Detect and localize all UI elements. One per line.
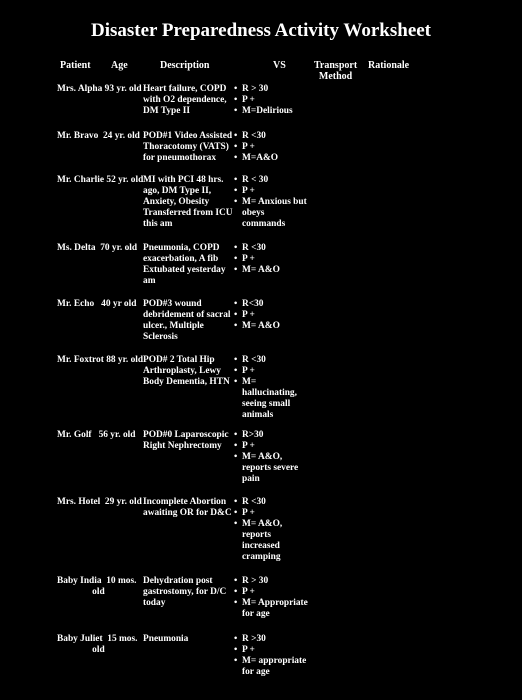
vitals-line: R > 30 (242, 576, 269, 586)
vitals-item (234, 634, 324, 645)
description-cell (143, 355, 243, 388)
patient-cell (57, 355, 147, 366)
vitals-item (234, 587, 324, 598)
header-patient: Patient (60, 60, 91, 71)
description-line: POD# 2 Total Hip (143, 355, 215, 365)
patient-line: Baby India 10 mos. (57, 576, 137, 586)
description-line: DM Type II (143, 106, 191, 116)
description-cell (143, 243, 243, 287)
bullet-icon: • (234, 576, 238, 586)
description-line: ulcer., Multiple (143, 321, 204, 331)
header-transport-line1: Transport (314, 60, 358, 71)
vitals-line: cramping (242, 552, 281, 562)
description-line: MI with PCI 48 hrs. (143, 175, 224, 185)
patient-cell (57, 497, 147, 508)
vitals-item (234, 452, 324, 485)
bullet-icon: • (234, 645, 238, 655)
bullet-icon: • (234, 508, 238, 518)
vitals-line: commands (242, 219, 286, 229)
vitals-item (234, 430, 324, 441)
description-line: Arthroplasty, Lewy (143, 366, 221, 376)
bullet-icon: • (234, 84, 238, 94)
vitals-line: M=A&O (242, 153, 279, 163)
description-line: debridement of sacral (143, 310, 231, 320)
vitals-line: P + (242, 254, 255, 264)
description-line: Incomplete Abortion (143, 497, 227, 507)
vitals-line: obeys (242, 208, 265, 218)
vitals-line: for age (242, 667, 270, 677)
header-vs: VS (273, 60, 286, 71)
vitals-item (234, 519, 324, 563)
patient-line: Mr. Foxtrot 88 yr. old (57, 355, 144, 365)
vitals-item (234, 366, 324, 377)
bullet-icon: • (234, 175, 238, 185)
patient-cell (57, 131, 147, 142)
vitals-line: R<30 (242, 299, 264, 309)
description-cell (143, 497, 243, 519)
vitals-line: R >30 (242, 634, 266, 644)
description-line: Extubated yesterday (143, 265, 226, 275)
patient-line: Baby Juliet 15 mos. (57, 634, 138, 644)
vitals-item (234, 142, 324, 153)
vitals-line: R <30 (242, 243, 266, 253)
vitals-cell (234, 299, 324, 332)
description-line: with O2 dependence, (143, 95, 227, 105)
vitals-line: increased (242, 541, 280, 551)
vitals-line: animals (242, 410, 274, 420)
header-age: Age (111, 60, 128, 71)
vitals-item (234, 95, 324, 106)
vitals-line: R>30 (242, 430, 264, 440)
vitals-line: M= Anxious but (242, 197, 307, 207)
vitals-cell (234, 243, 324, 276)
vitals-line: for age (242, 609, 270, 619)
bullet-icon: • (234, 131, 238, 141)
description-line: Heart failure, COPD (143, 84, 227, 94)
patient-line: Ms. Delta 70 yr. old (57, 243, 138, 253)
description-cell (143, 84, 243, 117)
vitals-line: M=Delirious (242, 106, 293, 116)
vitals-item (234, 656, 324, 678)
vitals-line: reports severe (242, 463, 299, 473)
description-line: today (143, 598, 166, 608)
vitals-line: reports (242, 530, 271, 540)
vitals-item (234, 197, 324, 230)
vitals-line: M= A&O (242, 321, 280, 331)
bullet-icon: • (234, 299, 238, 309)
description-line: this am (143, 219, 173, 229)
description-line: gastrostomy, for D/C (143, 587, 227, 597)
header-rationale: Rationale (368, 60, 410, 71)
page-title: Disaster Preparedness Activity Worksheet (90, 20, 432, 41)
description-line: am (143, 276, 156, 286)
vitals-cell (234, 355, 324, 421)
vitals-line: R > 30 (242, 84, 269, 94)
vitals-line: pain (242, 474, 260, 484)
vitals-item (234, 377, 324, 421)
description-line: Right Nephrectomy (143, 441, 222, 451)
description-line: ago, DM Type II, (143, 186, 212, 196)
vitals-item (234, 497, 324, 508)
vitals-item (234, 576, 324, 587)
patient-cell (57, 576, 147, 598)
vitals-line: P + (242, 441, 255, 451)
vitals-item (234, 645, 324, 656)
vitals-cell (234, 634, 324, 678)
vitals-line: hallucinating, (242, 388, 297, 398)
description-cell (143, 634, 243, 645)
bullet-icon: • (234, 186, 238, 196)
vitals-line: M= Appropriate (242, 598, 308, 608)
vitals-cell (234, 576, 324, 620)
bullet-icon: • (234, 519, 238, 529)
vitals-line: R <30 (242, 131, 266, 141)
patient-line: Mr. Bravo 24 yr. old (57, 131, 140, 141)
vitals-item (234, 243, 324, 254)
vitals-item (234, 186, 324, 197)
vitals-line: P + (242, 186, 255, 196)
vitals-item (234, 106, 324, 117)
vitals-cell (234, 175, 324, 230)
bullet-icon: • (234, 377, 238, 387)
bullet-icon: • (234, 153, 238, 163)
vitals-line: P + (242, 95, 255, 105)
vitals-line: M= appropriate (242, 656, 307, 666)
description-line: Transferred from ICU (143, 208, 233, 218)
bullet-icon: • (234, 598, 238, 608)
vitals-line: M= A&O (242, 265, 280, 275)
vitals-item (234, 441, 324, 452)
vitals-line: P + (242, 587, 255, 597)
description-cell (143, 576, 243, 609)
patient-cell (57, 243, 147, 254)
bullet-icon: • (234, 95, 238, 105)
vitals-item (234, 254, 324, 265)
vitals-item (234, 299, 324, 310)
patient-line: old (57, 645, 105, 655)
bullet-icon: • (234, 441, 238, 451)
patient-cell (57, 175, 147, 186)
header-transport-method (314, 60, 357, 82)
vitals-line: R <30 (242, 355, 266, 365)
patient-line: Mrs. Alpha 93 yr. old (57, 84, 142, 94)
vitals-line: P + (242, 645, 255, 655)
vitals-item (234, 355, 324, 366)
description-line: for pneumothorax (143, 153, 217, 163)
vitals-line: P + (242, 366, 255, 376)
description-line: Anxiety, Obesity (143, 197, 210, 207)
bullet-icon: • (234, 310, 238, 320)
vitals-line: P + (242, 310, 255, 320)
description-line: Pneumonia, COPD (143, 243, 220, 253)
description-line: Thoracotomy (VATS) (143, 142, 229, 152)
description-cell (143, 131, 243, 164)
patient-cell (57, 299, 147, 310)
description-line: Pneumonia (143, 634, 189, 644)
vitals-item (234, 265, 324, 276)
vitals-line: P + (242, 142, 255, 152)
vitals-item (234, 84, 324, 95)
bullet-icon: • (234, 265, 238, 275)
bullet-icon: • (234, 452, 238, 462)
patient-line: Mrs. Hotel 29 yr. old (57, 497, 142, 507)
description-cell (143, 430, 243, 452)
description-line: POD#1 Video Assisted (143, 131, 233, 141)
patient-cell (57, 430, 147, 441)
description-cell (143, 299, 243, 343)
bullet-icon: • (234, 142, 238, 152)
bullet-icon: • (234, 430, 238, 440)
vitals-line: R <30 (242, 497, 266, 507)
description-line: POD#3 wound (143, 299, 202, 309)
bullet-icon: • (234, 656, 238, 666)
description-line: awaiting OR for D&C (143, 508, 232, 518)
patient-line: Mr. Charlie 52 yr. old (57, 175, 144, 185)
patient-cell (57, 84, 147, 95)
vitals-line: M= A&O, (242, 519, 283, 529)
patient-cell (57, 634, 147, 656)
vitals-item (234, 598, 324, 620)
patient-line: Mr. Echo 40 yr old (57, 299, 137, 309)
bullet-icon: • (234, 366, 238, 376)
vitals-line: M= A&O, (242, 452, 283, 462)
vitals-line: M= (242, 377, 257, 387)
bullet-icon: • (234, 254, 238, 264)
bullet-icon: • (234, 497, 238, 507)
bullet-icon: • (234, 197, 238, 207)
description-line: POD#0 Laparoscopic (143, 430, 229, 440)
vitals-item (234, 310, 324, 321)
patient-line: old (57, 587, 105, 597)
bullet-icon: • (234, 587, 238, 597)
bullet-icon: • (234, 321, 238, 331)
bullet-icon: • (234, 106, 238, 116)
description-line: Body Dementia, HTN (143, 377, 230, 387)
description-line: Sclerosis (143, 332, 178, 342)
patient-line: Mr. Golf 56 yr. old (57, 430, 136, 440)
vitals-line: R < 30 (242, 175, 269, 185)
vitals-cell (234, 131, 324, 164)
header-transport-line2: Method (318, 71, 353, 82)
description-line: exacerbation, A fib (143, 254, 219, 264)
vitals-item (234, 508, 324, 519)
description-line: Dehydration post (143, 576, 213, 586)
description-cell (143, 175, 243, 230)
bullet-icon: • (234, 355, 238, 365)
vitals-item (234, 175, 324, 186)
header-description: Description (160, 60, 210, 71)
vitals-cell (234, 497, 324, 563)
vitals-cell (234, 430, 324, 485)
vitals-item (234, 131, 324, 142)
vitals-line: seeing small (242, 399, 291, 409)
vitals-cell (234, 84, 324, 117)
vitals-item (234, 321, 324, 332)
vitals-item (234, 153, 324, 164)
bullet-icon: • (234, 634, 238, 644)
bullet-icon: • (234, 243, 238, 253)
vitals-line: P + (242, 508, 255, 518)
